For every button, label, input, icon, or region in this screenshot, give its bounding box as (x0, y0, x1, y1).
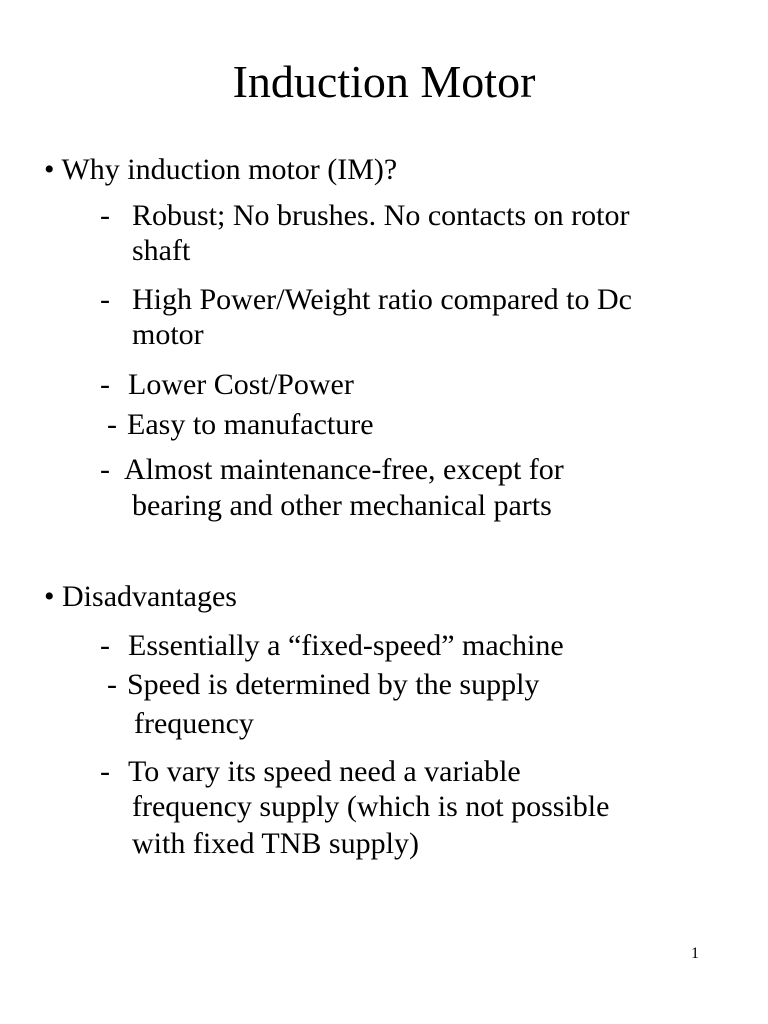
list-item-continuation: motor (132, 318, 204, 351)
item-text: Speed is determined by the supply (127, 668, 540, 701)
bullet: • (44, 153, 55, 186)
heading-text: Disadvantages (62, 580, 237, 613)
dash: - (107, 408, 117, 441)
list-item (100, 282, 632, 318)
item-text: Robust; No brushes. No contacts on rotor (132, 199, 630, 232)
list-item (100, 367, 354, 403)
list-item (107, 407, 374, 443)
dash: - (100, 453, 110, 486)
list-item-continuation: frequency (134, 707, 254, 740)
item-text: Easy to manufacture (127, 408, 374, 441)
list-item (100, 452, 564, 488)
item-text: Essentially a “fixed-speed” machine (128, 629, 564, 662)
heading-text: Why induction motor (IM)? (61, 153, 398, 186)
dash: - (100, 755, 110, 788)
item-text: Almost maintenance-free, except for (124, 453, 564, 486)
dash: - (100, 283, 110, 316)
item-text: High Power/Weight ratio compared to Dc (132, 283, 632, 316)
list-item (100, 628, 564, 664)
list-item (107, 667, 539, 703)
item-text: Lower Cost/Power (128, 368, 354, 401)
section-heading-disadvantages (44, 579, 237, 615)
item-text: To vary its speed need a variable (128, 755, 521, 788)
dash: - (100, 629, 110, 662)
list-item-continuation: bearing and other mechanical parts (132, 489, 552, 522)
bullet: • (44, 580, 55, 613)
list-item (100, 754, 521, 790)
list-item-continuation: shaft (132, 234, 191, 267)
section-heading-advantages (44, 152, 397, 188)
list-item (100, 198, 629, 234)
list-item-continuation: frequency supply (which is not possible (132, 790, 610, 823)
dash: - (100, 368, 110, 401)
list-item-continuation: with fixed TNB supply) (132, 827, 419, 860)
slide-title: Induction Motor (232, 56, 536, 107)
dash: - (100, 199, 110, 232)
page-number: 1 (691, 945, 699, 962)
dash: - (107, 668, 117, 701)
